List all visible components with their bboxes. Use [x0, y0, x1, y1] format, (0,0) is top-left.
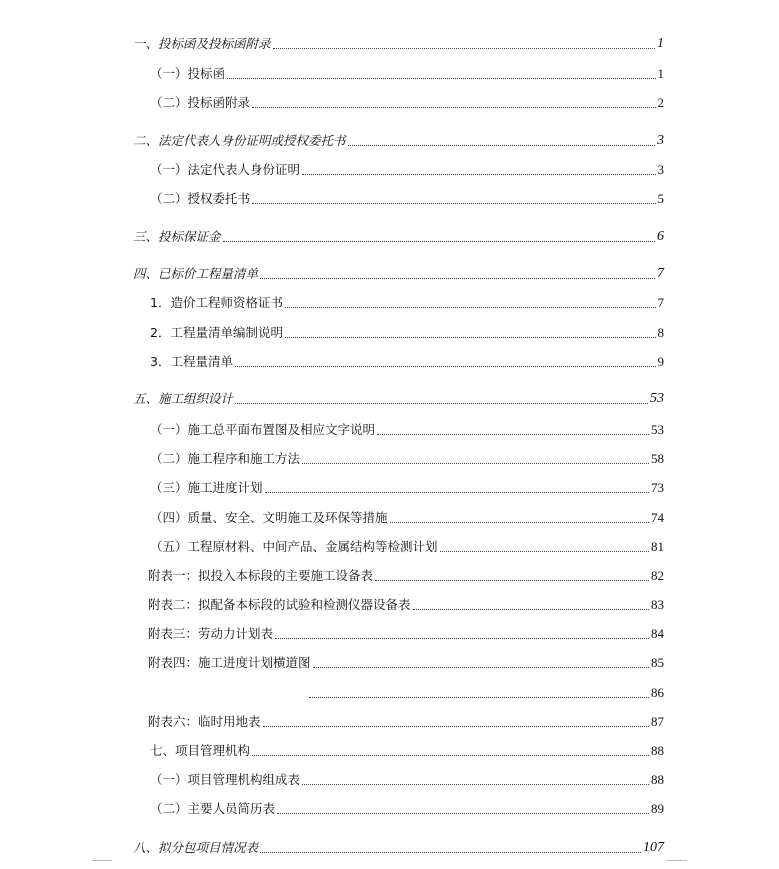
toc-page-number: 107: [643, 840, 664, 855]
toc-dot-leader: [377, 434, 649, 435]
toc-entry[interactable]: [133, 389, 664, 409]
toc-page-number: 2: [657, 95, 664, 110]
toc-dot-leader: [265, 492, 649, 493]
toc-dot-leader: [313, 667, 649, 668]
toc-page-number: 53: [650, 391, 664, 406]
toc-entry-title: （二）投标函附录: [150, 95, 251, 110]
toc-dot-leader: [302, 463, 649, 464]
toc-entry-title: （一）项目管理机构组成表: [150, 772, 301, 787]
toc-page-number: 73: [651, 480, 664, 495]
toc-entry-title: （四）质量、安全、文明施工及环保等措施: [150, 510, 388, 525]
toc-dot-leader: [273, 48, 655, 49]
toc-page-number: 7: [657, 295, 664, 310]
toc-dot-leader: [260, 278, 655, 279]
toc-entry-title: 附表二：拟配备本标段的试验和检测仪器设备表: [148, 597, 411, 612]
toc-entry-title: （二）主要人员简历表: [150, 801, 276, 816]
toc-dot-leader: [252, 755, 649, 756]
toc-dot-leader: [309, 697, 649, 698]
toc-entry-title: （一）施工总平面布置图及相应文字说明: [150, 422, 376, 437]
toc-entry[interactable]: [150, 420, 664, 440]
toc-page-number: 83: [651, 597, 664, 612]
toc-page-number: 8: [657, 325, 664, 340]
toc-entry[interactable]: [150, 323, 664, 343]
toc-entry[interactable]: [150, 537, 664, 557]
toc-entry-title: 二、法定代表人身份证明或授权委托书: [133, 133, 346, 148]
toc-dot-leader: [252, 107, 655, 108]
toc-dot-leader: [252, 203, 655, 204]
toc-entry-title: 三、投标保证金: [133, 229, 221, 244]
toc-page-number: 9: [657, 354, 664, 369]
toc-entry-title: 附表三：劳动力计划表: [148, 626, 274, 641]
toc-entry[interactable]: [133, 264, 664, 284]
toc-dot-leader: [302, 174, 655, 175]
toc-page-number: 89: [651, 801, 664, 816]
toc-dot-leader: [223, 241, 655, 242]
toc-page-number: 88: [651, 743, 664, 758]
toc-dot-leader: [260, 852, 641, 853]
toc-dot-leader: [285, 307, 656, 308]
toc-page-number: 82: [651, 568, 664, 583]
toc-dot-leader: [302, 784, 649, 785]
toc-entry[interactable]: [148, 712, 664, 732]
toc-entry-title: 附表四：施工进度计划横道图: [148, 655, 311, 670]
toc-entry-title: （一）投标函: [150, 66, 226, 81]
toc-entry-title: 五、施工组织设计: [133, 391, 234, 406]
toc-page-number: 53: [651, 422, 664, 437]
toc-entry[interactable]: [150, 93, 664, 113]
toc-entry-title: （一）法定代表人身份证明: [150, 162, 301, 177]
toc-page-number: 86: [651, 685, 664, 700]
toc-page-number: 3: [657, 162, 664, 177]
toc-entry[interactable]: [133, 227, 664, 247]
toc-entry[interactable]: [148, 653, 664, 673]
toc-page-number: 5: [657, 191, 664, 206]
toc-entry[interactable]: [150, 508, 664, 528]
toc-dot-leader: [440, 551, 649, 552]
toc-page-number: 1: [657, 66, 664, 81]
toc-entry[interactable]: [133, 34, 664, 54]
toc-entry[interactable]: [150, 293, 664, 313]
toc-dot-leader: [413, 609, 649, 610]
toc-dot-leader: [390, 522, 649, 523]
toc-entry-title: 七、项目管理机构: [150, 743, 251, 758]
toc-page-number: 81: [651, 539, 664, 554]
toc-dot-leader: [263, 726, 649, 727]
page-corner-mark-right: [667, 860, 687, 861]
toc-page-number: 84: [651, 626, 664, 641]
toc-page-number: 85: [651, 655, 664, 670]
toc-entry-title: （五）工程原材料、中间产品、金属结构等检测计划: [150, 539, 438, 554]
toc-entry-title: （二）施工程序和施工方法: [150, 451, 301, 466]
toc-page-number: 7: [657, 266, 664, 281]
toc-dot-leader: [375, 580, 649, 581]
toc-dot-leader: [348, 145, 655, 146]
toc-page-number: 88: [651, 772, 664, 787]
toc-dot-leader: [235, 403, 648, 404]
toc-page-number: 87: [651, 714, 664, 729]
toc-entry-title: 1．造价工程师资格证书: [150, 295, 283, 310]
toc-entry-title: 一、投标函及投标函附录: [133, 36, 271, 51]
toc-dot-leader: [235, 366, 656, 367]
toc-entry[interactable]: [150, 189, 664, 209]
toc-entry-title: 附表一：拟投入本标段的主要施工设备表: [148, 568, 374, 583]
toc-entry-title: 附表六：临时用地表: [148, 714, 261, 729]
toc-entry[interactable]: [307, 683, 664, 703]
toc-entry-title: 四、已标价工程量清单: [133, 266, 259, 281]
toc-entry-title: （二）授权委托书: [150, 191, 251, 206]
toc-page-number: 3: [657, 133, 664, 148]
toc-entry[interactable]: [150, 352, 664, 372]
page-corner-mark-left: [92, 860, 112, 861]
toc-page-number: 58: [651, 451, 664, 466]
toc-entry[interactable]: [150, 799, 664, 819]
toc-entry[interactable]: [148, 624, 664, 644]
toc-dot-leader: [277, 813, 649, 814]
toc-entry-title: 3．工程量清单: [150, 354, 233, 369]
toc-entry-title: 八、拟分包项目情况表: [133, 840, 259, 855]
toc-dot-leader: [227, 78, 655, 79]
toc-entry[interactable]: [150, 64, 664, 84]
toc-entry[interactable]: [150, 160, 664, 180]
toc-entry[interactable]: [148, 566, 664, 586]
toc-entry[interactable]: [148, 595, 664, 615]
toc-page-number: 74: [651, 510, 664, 525]
toc-dot-leader: [275, 638, 649, 639]
toc-page-number: 1: [657, 36, 664, 51]
toc-entry[interactable]: [150, 449, 664, 469]
toc-entry[interactable]: [150, 478, 664, 498]
toc-entry[interactable]: [150, 741, 664, 761]
toc-entry-title: （三）施工进度计划: [150, 480, 263, 495]
toc-entry-title: 2．工程量清单编制说明: [150, 325, 283, 340]
toc-entry[interactable]: [133, 838, 664, 858]
toc-dot-leader: [285, 337, 656, 338]
toc-entry[interactable]: [133, 131, 664, 151]
toc-page-number: 6: [657, 229, 664, 244]
toc-entry[interactable]: [150, 770, 664, 790]
